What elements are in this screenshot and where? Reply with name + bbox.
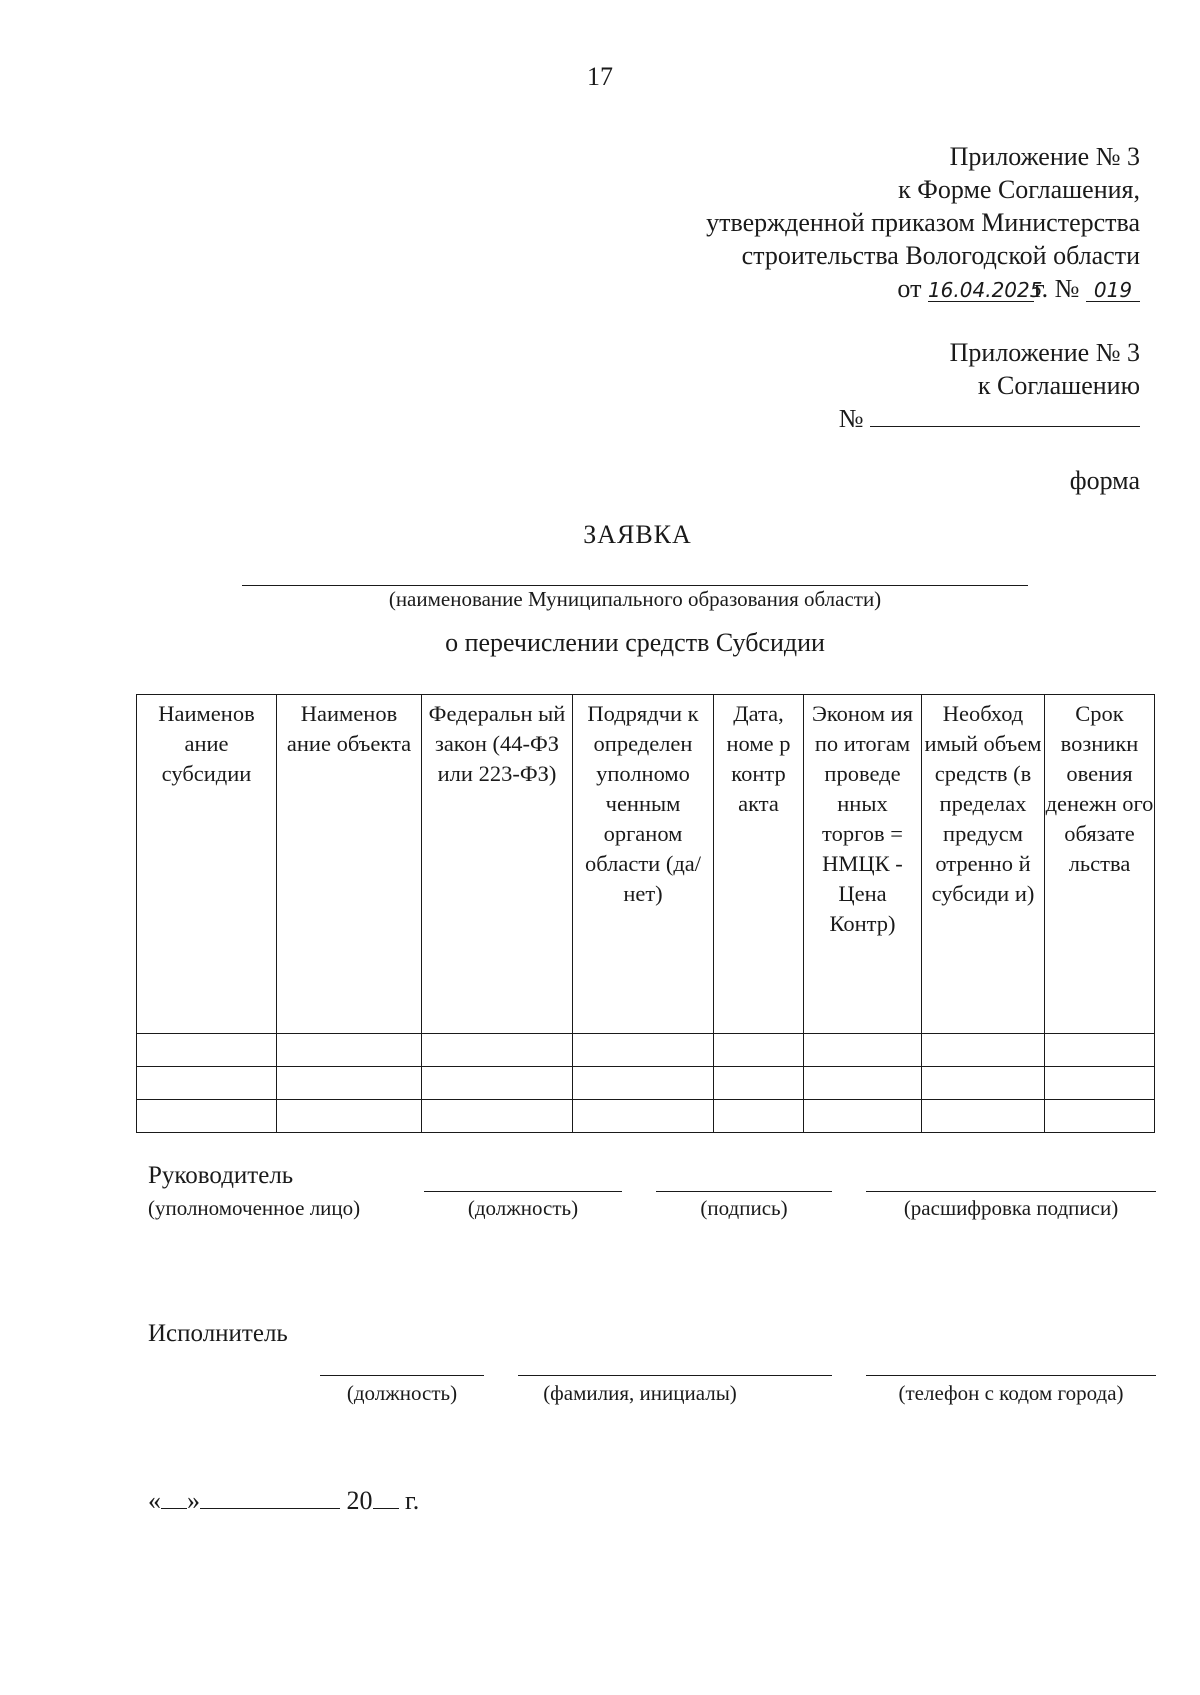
appendix-agreement-line2: к Соглашению (977, 371, 1140, 400)
header-contract-date-number: Дата, номе р контр акта (714, 695, 804, 1034)
header-tender-savings: Эконом ия по итогам проведе нных торгов = НМЦК - Цена Контр) (804, 695, 922, 1034)
executor-position-blank[interactable] (320, 1375, 484, 1376)
table-cell[interactable] (573, 1067, 714, 1100)
executor-name-caption: (фамилия, инициалы) (543, 1381, 737, 1405)
table-cell[interactable] (804, 1034, 922, 1067)
table-cell[interactable] (714, 1067, 804, 1100)
appendix-agreement-block (839, 336, 1140, 435)
executor-name-blank[interactable] (518, 1375, 832, 1376)
agreement-number-line (839, 402, 1140, 435)
appendix-form-line2: к Форме Соглашения, (898, 175, 1140, 204)
appendix-agreement-line1: Приложение № 3 (949, 338, 1140, 367)
executor-label: Исполнитель (148, 1320, 288, 1347)
table-cell[interactable] (573, 1034, 714, 1067)
head-label: Руководитель (148, 1162, 294, 1189)
appendix-form-date-line (706, 272, 1140, 305)
table-cell[interactable] (1045, 1034, 1155, 1067)
table-cell[interactable] (422, 1067, 573, 1100)
document-title: ЗАЯВКА (583, 520, 692, 549)
head-position-blank[interactable] (424, 1191, 622, 1192)
executor-position-caption: (должность) (346, 1381, 458, 1405)
date-open-quote: « (148, 1486, 161, 1515)
table-cell[interactable] (277, 1034, 422, 1067)
table-cell[interactable] (714, 1034, 804, 1067)
date-close-quote: » (187, 1486, 200, 1515)
number-prefix: г. № (1033, 274, 1080, 303)
agreement-number-prefix: № (838, 404, 864, 433)
appendix-form-line4: строительства Вологодской области (741, 241, 1140, 270)
table-cell[interactable] (422, 1100, 573, 1133)
table-cell[interactable] (922, 1100, 1045, 1133)
appendix-form-line1: Приложение № 3 (949, 142, 1140, 171)
table-cell[interactable] (804, 1067, 922, 1100)
head-caption: (уполномоченное лицо) (148, 1196, 361, 1220)
municipality-name-caption: (наименование Муниципального образования области) (388, 587, 882, 611)
day-blank[interactable] (161, 1488, 187, 1509)
year-prefix: 20 (346, 1486, 373, 1515)
header-obligation-date: Срок возникн овения денежн ого обязате льства (1045, 695, 1155, 1034)
table-cell[interactable] (137, 1100, 277, 1133)
table-row (137, 1067, 1155, 1100)
handwritten-date: 16.04.2025 (927, 278, 1043, 302)
decoding-caption: (расшифровка подписи) (903, 1196, 1119, 1220)
table-row (137, 1100, 1155, 1133)
table-cell[interactable] (422, 1034, 573, 1067)
subsidy-request-table (136, 694, 1155, 1133)
handwritten-number: 019 (1086, 279, 1140, 302)
table-header-row (137, 695, 1155, 1034)
year-suffix: г. (405, 1486, 420, 1515)
municipality-name-blank[interactable] (242, 585, 1028, 586)
executor-phone-caption: (телефон с кодом города) (898, 1381, 1124, 1405)
header-object-name: Наименов ание объекта (277, 695, 422, 1034)
head-signature-blank[interactable] (656, 1191, 832, 1192)
table-cell[interactable] (137, 1034, 277, 1067)
page-number: 17 (587, 62, 613, 91)
table-cell[interactable] (277, 1067, 422, 1100)
table-cell[interactable] (137, 1067, 277, 1100)
date-line (148, 1486, 419, 1516)
date-prefix: от (897, 274, 922, 303)
month-blank[interactable] (200, 1488, 340, 1509)
header-subsidy-name: Наименов ание субсидии (137, 695, 277, 1034)
table-cell[interactable] (714, 1100, 804, 1133)
table-cell[interactable] (922, 1034, 1045, 1067)
header-required-funds: Необход имый объем средств (в пределах предусм отренно й субсиди и) (922, 695, 1045, 1034)
header-contractor-determined: Подрядчи к определен уполномо ченным органом области (да/нет) (573, 695, 714, 1034)
table-cell[interactable] (277, 1100, 422, 1133)
appendix-form-line3: утвержденной приказом Министерства (706, 208, 1140, 237)
table-cell[interactable] (1045, 1100, 1155, 1133)
executor-phone-blank[interactable] (866, 1375, 1156, 1376)
table-row (137, 1034, 1155, 1067)
head-decoding-blank[interactable] (866, 1191, 1156, 1192)
signature-caption: (подпись) (700, 1196, 788, 1220)
document-subtitle: о перечислении средств Субсидии (445, 628, 825, 657)
table-cell[interactable] (922, 1067, 1045, 1100)
header-federal-law: Федеральн ый закон (44-ФЗ или 223-ФЗ) (422, 695, 573, 1034)
table-cell[interactable] (573, 1100, 714, 1133)
position-caption: (должность) (467, 1196, 579, 1220)
year-blank[interactable] (373, 1488, 399, 1509)
form-label: форма (1069, 466, 1140, 495)
appendix-form-block (706, 140, 1140, 305)
agreement-number-blank[interactable] (870, 402, 1140, 427)
table-cell[interactable] (1045, 1067, 1155, 1100)
table-cell[interactable] (804, 1100, 922, 1133)
